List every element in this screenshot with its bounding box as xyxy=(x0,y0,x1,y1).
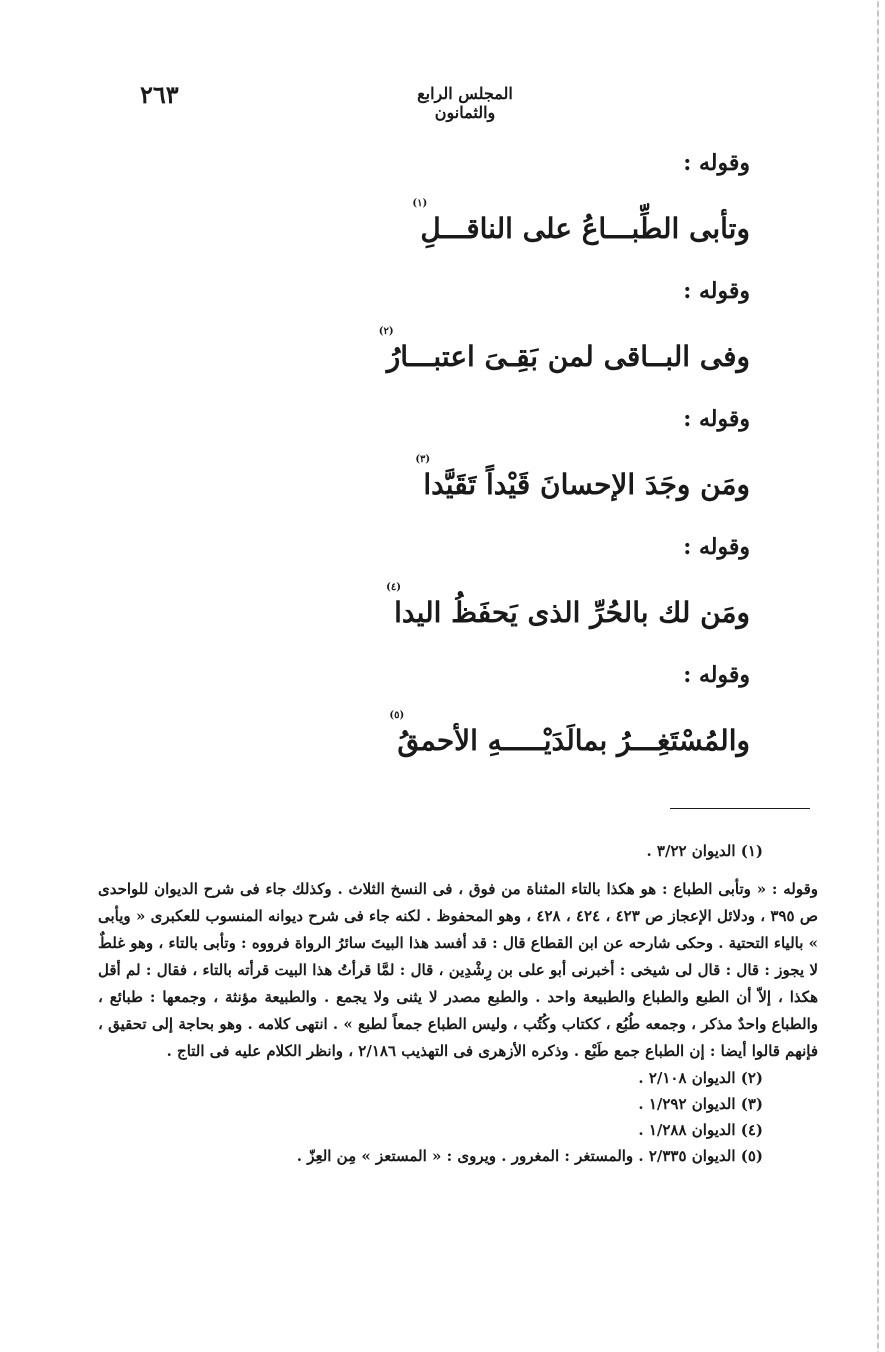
verse-entry xyxy=(150,140,750,268)
footnote-3: (٣) الديوان ١/٢٩٢ . xyxy=(638,1095,763,1113)
verse-line xyxy=(389,710,750,757)
footnote-5: (٥) الديوان ٢/٣٣٥ . والمستغر : المغرور . ويروى : « المستعز » مِن العِزّ . xyxy=(296,1147,763,1165)
verse-line xyxy=(378,326,750,373)
footnote-2: (٢) الديوان ٢/١٠٨ . xyxy=(638,1069,763,1087)
running-title: المجلس الرابع والثمانون xyxy=(417,84,513,122)
footnote-1-commentary: وقوله : « وتأبى الطباع : هو هكذا بالتاء المثناة من فوق ، فى النسخ الثلاث . وكذلك جاء فى شرح الديوان للواحدى ص ٣٩٥ ، ودلائل الإعجاز ص ٤٢٣ ، ٤٢٤ ، ٤٢٨ ، وهو المحفوظ . لكنه جاء فى شرح ديوانه المنسوب للعكبرى « ويأبى » بالياء التحتية . وحكى شارحه عن ابن القطاع قال : قد أفسد هذا البيتَ سائرُ الرواة فرووه : وتأبى بالتاء ، وهو غلطٌ لا يجوز : قال : قال لى شيخى : أخبرنى أبو على بن رِشْدِين ، قال : لمَّا قرأتُ هذا البيت قرأته بالتاء ، فقال : لم أقل هكذا ، إلاّ أن الطبع والطباع والطبيعة واحد . والطبع مصدر لا يثنى ولا يجمع . والطبيعة مؤنثة ، وجمعها : طبائع ، والطباع واحدٌ مذكر ، وجمعه طُبُع ، ككتاب وكُتُب ، وليس الطباع جمعاً لطبع » . انتهى كلامه . وهو بحاجة إلى تحقيق ، فإنهم قالوا أيضا : إن الطباع جمع طَبْع . وذكره الأزهرى فى التهذيب ٢/١٨٦ ، وانظر الكلام عليه فى التاج . xyxy=(98,880,819,1060)
verse-text: ومَن وجَدَ الإحسانَ قَيْداً تَقَيَّدا xyxy=(423,468,750,501)
verse-text: وتأبى الطِّبـــاعُ على الناقـــلِ xyxy=(420,212,750,245)
verse-entry xyxy=(150,524,750,652)
verse-intro: وقوله : xyxy=(683,278,750,304)
verse-entry xyxy=(150,268,750,396)
verse-line xyxy=(412,198,750,245)
verse-intro: وقوله : xyxy=(683,406,750,432)
footnote-ref: (٣) xyxy=(415,454,431,465)
verse-line xyxy=(415,454,750,501)
footnotes xyxy=(98,838,818,1169)
verse-line xyxy=(386,582,750,629)
verse-entry xyxy=(150,652,750,780)
footnote-ref: (٢) xyxy=(378,326,394,337)
footnote-ref: (١) xyxy=(412,198,428,209)
page-header xyxy=(0,80,885,122)
footnote-1: (١) الديوان ٣/٢٢ . xyxy=(646,842,763,860)
footnote-4: (٤) الديوان ١/٢٨٨ . xyxy=(638,1121,763,1139)
page-number: ٢٦٣ xyxy=(140,80,179,109)
verse-text: ومَن لك بالحُرِّ الذى يَحفَظُ اليدا xyxy=(394,596,750,629)
verse-intro: وقوله : xyxy=(683,150,750,176)
verse-text: وفى البــاقى لمن بَقِـىَ اعتبـــارُ xyxy=(386,340,750,373)
footnote-ref: (٥) xyxy=(389,710,405,721)
verse-entry xyxy=(150,396,750,524)
verse-text: والمُسْتَغِـــرُ بمالَدَيْـــــهِ الأحمقُ xyxy=(397,724,750,757)
page-edge-dots xyxy=(877,0,879,1352)
footnote-divider xyxy=(670,808,810,809)
verse-intro: وقوله : xyxy=(683,534,750,560)
footnote-ref: (٤) xyxy=(386,582,401,593)
verse-list xyxy=(150,140,750,780)
verse-intro: وقوله : xyxy=(683,662,750,688)
